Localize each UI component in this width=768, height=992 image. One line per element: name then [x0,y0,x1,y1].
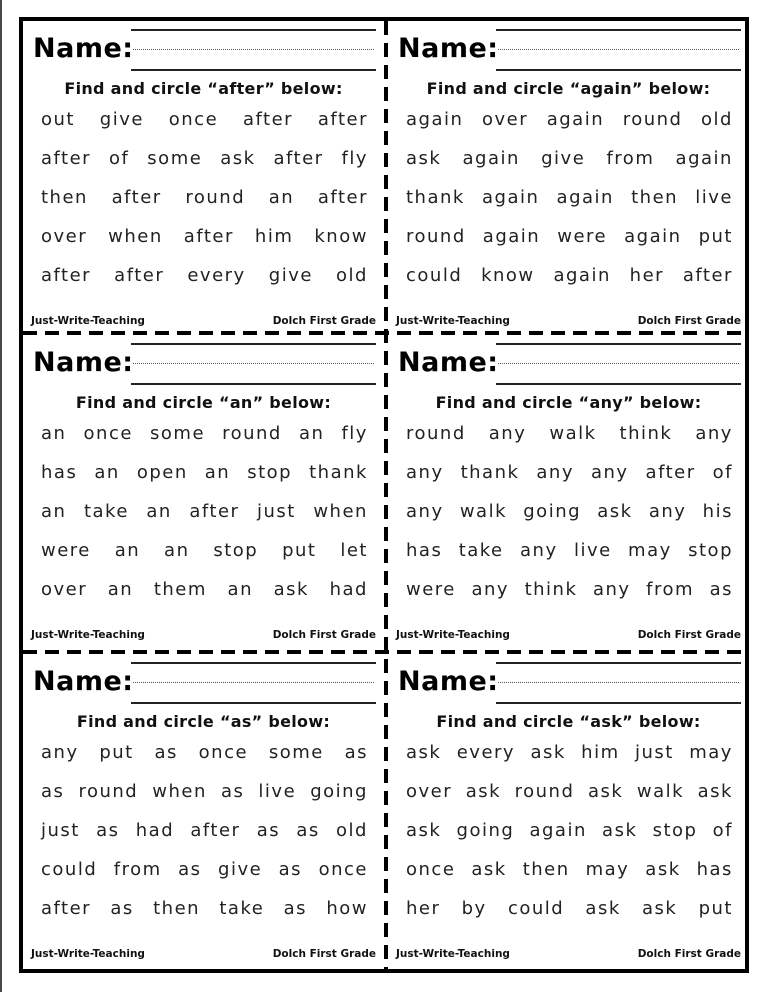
word-row [398,579,741,618]
word-item[interactable]: of [712,820,733,841]
word-item[interactable]: ask [585,898,621,919]
word-item[interactable]: an [164,540,190,561]
word-row [398,109,741,148]
word-item[interactable]: has [406,540,443,561]
word-item[interactable]: from [606,148,655,169]
word-item[interactable]: after [114,265,165,286]
instruction-prompt: Find and circle “ask” below: [436,712,701,731]
card-footer [31,629,376,641]
word-grid [398,423,741,618]
word-item[interactable]: any [590,462,629,483]
word-item[interactable]: any [471,579,510,600]
word-item[interactable]: an [268,187,295,208]
word-item[interactable]: just [41,820,80,841]
word-item[interactable]: just [635,742,674,763]
word-item[interactable]: over [41,579,88,600]
word-item[interactable]: some [268,742,324,763]
name-label: Name: [398,33,499,64]
word-item[interactable]: again [529,820,587,841]
word-item[interactable]: give [541,148,586,169]
word-item[interactable]: again [481,187,540,208]
word-item[interactable]: walk [549,423,597,444]
word-row [33,226,376,265]
word-item[interactable]: old [701,109,733,130]
word-item[interactable]: some [147,148,203,169]
word-item[interactable]: as [283,898,308,919]
word-item[interactable]: once [168,109,219,130]
word-row [398,148,741,187]
name-row [33,343,376,387]
word-row [33,423,376,462]
word-item[interactable]: going [456,820,515,841]
word-item[interactable]: after [111,187,162,208]
word-row [398,226,741,265]
word-item[interactable]: could [406,265,463,286]
word-item[interactable]: once [83,423,133,444]
footer-level: Dolch First Grade [272,948,376,960]
word-item[interactable]: then [522,859,570,880]
name-writing-line[interactable] [496,662,741,704]
card-footer [31,315,376,327]
card-as [23,654,384,968]
word-item[interactable]: by [461,898,487,919]
word-row [33,265,376,304]
word-item[interactable]: when [108,226,163,247]
word-item[interactable]: put [698,898,733,919]
word-item[interactable]: take [83,501,129,522]
word-row [33,187,376,226]
instruction-prompt: Find and circle “again” below: [426,79,711,98]
word-item[interactable]: put [99,742,134,763]
word-item[interactable]: thank [460,462,520,483]
word-grid [33,742,376,937]
word-row [33,540,376,579]
footer-level: Dolch First Grade [637,948,741,960]
name-writing-line[interactable] [131,662,376,704]
word-row [398,742,741,781]
word-item[interactable]: put [282,540,317,561]
word-item[interactable]: as [278,859,303,880]
word-item[interactable]: after [189,501,240,522]
word-row [398,423,741,462]
word-row [33,742,376,781]
word-item[interactable]: has [696,859,733,880]
word-item[interactable]: open [136,462,188,483]
card-ask [388,654,749,968]
name-writing-line[interactable] [131,29,376,71]
word-item[interactable]: ask [645,859,681,880]
name-label: Name: [398,347,499,378]
word-row [33,898,376,937]
word-item[interactable]: after [682,265,733,286]
word-item[interactable]: again [675,148,733,169]
card-footer [31,948,376,960]
card-footer [396,629,741,641]
word-item[interactable]: as [220,781,245,802]
word-item[interactable]: fly [341,423,368,444]
word-item[interactable]: had [135,820,175,841]
word-item[interactable]: ask [597,501,633,522]
word-item[interactable]: stop [688,540,733,561]
word-row [33,859,376,898]
word-row [398,898,741,937]
word-row [33,781,376,820]
word-item[interactable]: any [406,462,444,483]
footer-brand: Just-Write-Teaching [396,315,510,327]
word-item[interactable]: after [41,148,92,169]
word-item[interactable]: him [581,742,620,763]
word-item[interactable]: every [456,742,516,763]
word-item[interactable]: ask [406,148,442,169]
word-item[interactable]: round [222,423,282,444]
word-item[interactable]: as [178,859,202,880]
word-item[interactable]: an [114,540,141,561]
word-item[interactable]: old [336,820,368,841]
card-an [23,335,384,649]
word-item[interactable]: were [41,540,91,561]
word-item[interactable]: then [631,187,679,208]
word-item[interactable]: fly [341,148,368,169]
word-item[interactable]: live [573,540,612,561]
word-item[interactable]: ask [220,148,256,169]
word-item[interactable]: round [406,423,466,444]
word-item[interactable]: once [406,859,456,880]
word-item[interactable]: again [482,226,541,247]
word-item[interactable]: after [190,820,241,841]
word-item[interactable]: give [268,265,313,286]
word-item[interactable]: again [462,148,520,169]
word-item[interactable]: think [524,579,578,600]
word-item[interactable]: out [41,109,75,130]
word-item[interactable]: again [624,226,682,247]
word-item[interactable]: an [41,501,67,522]
word-item[interactable]: them [153,579,207,600]
word-item[interactable]: some [150,423,206,444]
word-item[interactable]: going [310,781,368,802]
word-item[interactable]: has [41,462,78,483]
word-item[interactable]: after [41,265,92,286]
word-item[interactable]: may [585,859,630,880]
name-label: Name: [33,347,134,378]
word-item[interactable]: round [514,781,575,802]
word-row [398,820,741,859]
word-item[interactable]: give [218,859,263,880]
word-item[interactable]: after [317,187,368,208]
name-row [33,662,376,706]
word-item[interactable]: round [406,226,466,247]
word-item[interactable]: were [406,579,456,600]
word-item[interactable]: round [622,109,683,130]
word-item[interactable]: know [314,226,368,247]
word-item[interactable]: any [488,423,527,444]
page-edge [0,0,2,992]
word-row [398,265,741,304]
word-item[interactable]: any [41,742,79,763]
word-item[interactable]: an [146,501,172,522]
word-row [398,462,741,501]
footer-brand: Just-Write-Teaching [396,629,510,641]
word-item[interactable]: as [110,898,134,919]
word-item[interactable]: then [153,898,201,919]
word-grid [398,109,741,304]
word-item[interactable]: an [107,579,134,600]
card-after [23,21,384,335]
word-item[interactable]: after [317,109,368,130]
word-grid [33,109,376,304]
instruction-prompt: Find and circle “an” below: [75,393,332,412]
word-item[interactable]: any [520,540,558,561]
word-item[interactable]: could [41,859,98,880]
name-writing-line[interactable] [496,343,741,385]
word-item[interactable]: as [154,742,178,763]
word-item[interactable]: any [536,462,574,483]
name-label: Name: [33,666,134,697]
word-item[interactable]: after [242,109,294,130]
word-item[interactable]: ask [530,742,566,763]
word-item[interactable]: think [619,423,673,444]
name-writing-line[interactable] [131,343,376,385]
word-grid [33,423,376,618]
word-item[interactable]: ask [642,898,678,919]
word-item[interactable]: let [340,540,368,561]
word-row [398,781,741,820]
word-item[interactable]: were [557,226,608,247]
name-label: Name: [33,33,134,64]
word-item[interactable]: take [458,540,504,561]
name-row [398,343,741,387]
word-item[interactable]: after [645,462,696,483]
footer-level: Dolch First Grade [637,315,741,327]
word-item[interactable]: going [523,501,582,522]
word-item[interactable]: an [227,579,253,600]
name-label: Name: [398,666,499,697]
word-item[interactable]: old [336,265,368,286]
word-row [33,462,376,501]
word-item[interactable]: ask [602,820,638,841]
card-footer [396,948,741,960]
footer-brand: Just-Write-Teaching [396,948,510,960]
word-item[interactable]: as [256,820,281,841]
word-item[interactable]: any [592,579,631,600]
word-row [33,820,376,859]
word-item[interactable]: his [702,501,733,522]
word-item[interactable]: again [406,109,464,130]
instruction-prompt: Find and circle “after” below: [64,79,343,98]
footer-brand: Just-Write-Teaching [31,315,145,327]
word-item[interactable]: an [41,423,67,444]
word-item[interactable]: once [198,742,249,763]
word-item[interactable]: any [648,501,687,522]
word-item[interactable]: again [553,265,611,286]
word-item[interactable]: every [187,265,246,286]
footer-level: Dolch First Grade [637,629,741,641]
word-item[interactable]: walk [459,501,508,522]
word-item[interactable]: just [256,501,296,522]
word-item[interactable]: know [481,265,535,286]
word-item[interactable]: again [546,109,605,130]
word-item[interactable]: after [273,148,324,169]
word-item[interactable]: ask [406,742,442,763]
footer-brand: Just-Write-Teaching [31,948,145,960]
word-item[interactable]: may [628,540,672,561]
word-item[interactable]: any [406,501,444,522]
word-row [33,109,376,148]
footer-level: Dolch First Grade [272,629,376,641]
word-item[interactable]: over [406,781,453,802]
word-item[interactable]: when [313,501,368,522]
word-item[interactable]: stop [652,820,698,841]
footer-brand: Just-Write-Teaching [31,629,145,641]
word-item[interactable]: live [258,781,297,802]
instruction-prompt: Find and circle “any” below: [435,393,702,412]
word-item[interactable]: thank [309,462,368,483]
word-item[interactable]: could [507,898,565,919]
word-item[interactable]: her [629,265,665,286]
word-item[interactable]: after [41,898,92,919]
word-item[interactable]: put [698,226,733,247]
word-grid [398,742,741,937]
word-item[interactable]: of [109,148,130,169]
word-item[interactable]: of [712,462,733,483]
word-item[interactable]: again [556,187,614,208]
name-row [33,29,376,73]
word-item[interactable]: as [709,579,733,600]
card-footer [396,315,741,327]
word-item[interactable]: had [329,579,368,600]
word-item[interactable]: after [183,226,234,247]
word-item[interactable]: give [99,109,144,130]
word-item[interactable]: an [298,423,325,444]
word-row [398,501,741,540]
word-item[interactable]: from [113,859,162,880]
word-item[interactable]: ask [587,781,624,802]
instruction-prompt: Find and circle “as” below: [76,712,331,731]
footer-level: Dolch First Grade [272,315,376,327]
word-item[interactable]: round [78,781,139,802]
word-item[interactable]: walk [636,781,685,802]
card-again [388,21,749,335]
word-item[interactable]: round [185,187,246,208]
word-row [398,859,741,898]
word-row [398,187,741,226]
word-item[interactable]: may [689,742,733,763]
word-item[interactable]: take [219,898,265,919]
name-row [398,662,741,706]
word-item[interactable]: over [481,109,529,130]
word-item[interactable]: as [344,742,368,763]
word-row [33,148,376,187]
word-item[interactable]: thank [406,187,465,208]
word-row [33,501,376,540]
word-item[interactable]: once [318,859,368,880]
word-item[interactable]: stop [213,540,259,561]
word-item[interactable]: how [326,898,368,919]
word-item[interactable]: ask [465,781,502,802]
word-item[interactable]: as [296,820,320,841]
card-any [388,335,749,649]
name-writing-line[interactable] [496,29,741,71]
word-row [33,579,376,618]
name-row [398,29,741,73]
word-item[interactable]: as [41,781,65,802]
word-item[interactable]: as [96,820,120,841]
word-row [398,540,741,579]
word-item[interactable]: her [406,898,441,919]
word-item[interactable]: then [41,187,88,208]
word-item[interactable]: over [41,226,88,247]
word-item[interactable]: ask [697,781,733,802]
word-item[interactable]: ask [406,820,442,841]
word-item[interactable]: ask [471,859,507,880]
word-item[interactable]: when [152,781,207,802]
word-item[interactable]: an [204,462,231,483]
word-item[interactable]: him [254,226,294,247]
word-item[interactable]: live [695,187,733,208]
word-item[interactable]: from [646,579,695,600]
word-item[interactable]: ask [273,579,309,600]
word-item[interactable]: an [94,462,120,483]
worksheet-sheet [19,17,749,973]
word-item[interactable]: any [695,423,733,444]
word-item[interactable]: stop [247,462,293,483]
